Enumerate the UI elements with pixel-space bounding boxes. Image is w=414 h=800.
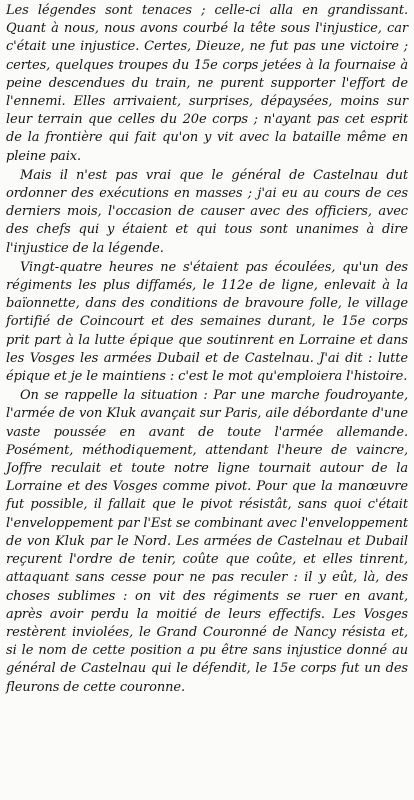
paragraph-3: Vingt-quatre heures ne s'étaient pas écoulées, qu'un des régiments les plus diffamés, le 112e de ligne, enlevait à la baïonnette, dans des conditions de bravoure folle, le village fortifié de Coincourt et des semaines durant, le 15e corps prit part à la lutte épique que soutinrent en Lorraine et dans les Vosges les armées Dubail et de Castelnau. J'ai dit : lutte épique et je le maintiens : c'est le mot qu'emploiera l'histoire. (6, 259, 408, 385)
paragraph-1: Les légendes sont tenaces ; celle-ci alla en grandissant. Quant à nous, nous avons courbé la tête sous l'injustice, car c'était une injustice. Certes, Dieuze, ne fut pas une victoire ; certes, quelques troupes du 15e corps jetées à la fournaise à peine descendues du train, ne purent supporter l'effort de l'ennemi. Elles arrivaient, surprises, dépaysées, moins sur leur terrain que celles du 20e corps ; n'ayant pas cet esprit de la frontière qui fait qu'on y vit avec la bataille même en pleine paix. (6, 3, 408, 164)
paragraph-2: Mais il n'est pas vrai que le général de Castelnau dut ordonner des exécutions en masses ; j'ai eu au cours de ces derniers mois, l'occasion de causer avec des officiers, avec des chefs qui y étaient et qui tous sont unanimes à dire l'injustice de la légende. (6, 167, 408, 256)
paragraph-4: On se rappelle la situation : Par une marche foudroyante, l'armée de von Kluk avançait sur Paris, aile débordante d'une vaste poussée en avant de toute l'armée allemande. Posément, méthodiquement, attendant l'heure de vaincre, Joffre reculait et toute notre ligne tournait autour de la Lorraine et des Vosges comme pivot. Pour que la manœuvre fut possible, il fallait que le pivot résistât, sans quoi c'était l'enveloppement par l'Est se combinant avec l'enveloppement de von Kluk par le Nord. Les armées de Castelnau et Dubail reçurent l'ordre de tenir, coûte que coûte, et elles tinrent, attaquant sans cesse pour ne pas reculer : il y eût, là, des choses sublimes : on vit des régiments se ruer en avant, après avoir perdu la moitié de leurs effectifs. Les Vosges restèrent inviolées, le Grand Couronné de Nancy résista et, si le nom de cette position a pu être sans injustice donné au général de Castelnau qui le défendit, le 15e corps fut un des fleurons de cette couronne. (6, 388, 408, 695)
